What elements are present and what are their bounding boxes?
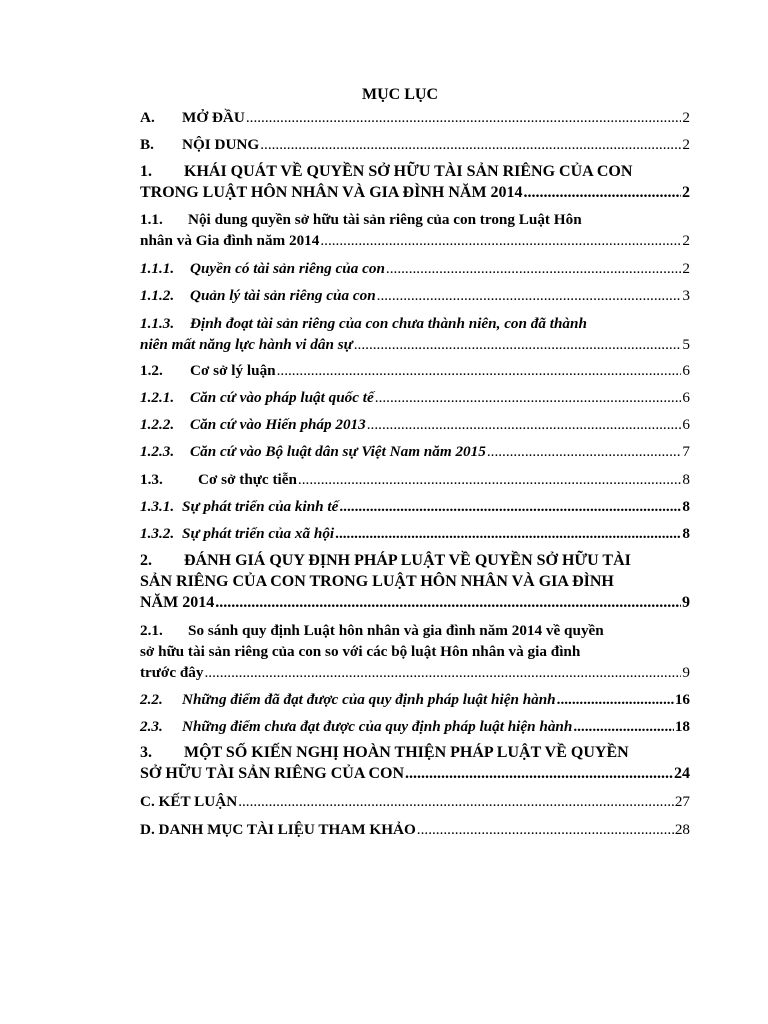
toc-entry-1-3-1[interactable] bbox=[140, 496, 690, 517]
toc-entry-text-line2: nhân và Gia đình năm 2014 bbox=[140, 232, 320, 249]
toc-entry-number: 1.2.3. bbox=[140, 443, 175, 460]
toc-entry-text: Quyền có tài sản riêng của con bbox=[190, 260, 385, 277]
toc-entry-text-line2: SẢN RIÊNG CỦA CON TRONG LUẬT HÔN NHÂN VÀ GIA ĐÌNH bbox=[140, 573, 614, 590]
toc-entry-1-1-3[interactable] bbox=[140, 313, 690, 355]
toc-leader-dots bbox=[405, 763, 673, 784]
toc-page-number: 2 bbox=[682, 260, 690, 277]
toc-entry-number: 1.1. bbox=[140, 211, 163, 228]
toc-title: MỤC LỤC bbox=[362, 86, 438, 103]
toc-entry-text-line3: trước đây bbox=[140, 664, 204, 681]
toc-entry-text: Cơ sở lý luận bbox=[190, 362, 276, 379]
toc-entry-text-line1: Nội dung quyền sở hữu tài sản riêng của con trong Luật Hôn bbox=[188, 211, 582, 228]
toc-page-number: 5 bbox=[682, 336, 690, 353]
toc-entry-text: Căn cứ vào pháp luật quốc tế bbox=[190, 389, 374, 406]
toc-leader-dots bbox=[320, 230, 681, 251]
toc-entry-text-line1: MỘT SỐ KIẾN NGHỊ HOÀN THIỆN PHÁP LUẬT VỀ QUYỀN bbox=[184, 744, 629, 761]
toc-leader-dots bbox=[367, 414, 682, 435]
toc-entry-text: Những điểm đã đạt được của quy định pháp luật hiện hành bbox=[182, 691, 556, 708]
toc-entry-number: 2.1. bbox=[140, 622, 163, 639]
toc-page-number: 2 bbox=[682, 109, 690, 126]
toc-entry-text-line1: Định đoạt tài sản riêng của con chưa thành niên, con đã thành bbox=[190, 315, 587, 332]
toc-page-number: 8 bbox=[682, 471, 690, 488]
toc-entry-text: Căn cứ vào Bộ luật dân sự Việt Nam năm 2015 bbox=[190, 443, 486, 460]
toc-entry-number: 1.3.2. bbox=[140, 525, 175, 542]
toc-entry-c[interactable] bbox=[140, 791, 690, 812]
toc-page-number: 8 bbox=[682, 525, 690, 542]
toc-leader-dots bbox=[215, 592, 681, 613]
toc-leader-dots bbox=[377, 285, 682, 306]
toc-leader-dots bbox=[573, 716, 673, 737]
toc-entry-number: A. bbox=[140, 109, 155, 126]
toc-page-number: 3 bbox=[682, 287, 690, 304]
toc-entry-1-3[interactable] bbox=[140, 469, 690, 490]
toc-entry-number: 3. bbox=[140, 744, 152, 761]
toc-leader-dots bbox=[375, 387, 682, 408]
toc-page-number: 6 bbox=[682, 416, 690, 433]
toc-entry-2[interactable] bbox=[140, 550, 690, 613]
toc-page-number: 2 bbox=[682, 136, 690, 153]
toc-entry-number: 1.3.1. bbox=[140, 498, 175, 515]
toc-entry-number: 1.1.1. bbox=[140, 260, 175, 277]
toc-page-number: 9 bbox=[682, 594, 690, 611]
toc-page-number: 18 bbox=[674, 718, 690, 735]
toc-entry-a[interactable] bbox=[140, 107, 690, 128]
toc-entry-text-line2: SỞ HỮU TÀI SẢN RIÊNG CỦA CON bbox=[140, 765, 405, 782]
toc-entry-1-1[interactable] bbox=[140, 209, 690, 251]
toc-entry-number: 1. bbox=[140, 163, 152, 180]
toc-entry-1[interactable] bbox=[140, 161, 690, 203]
toc-entry-2-3[interactable] bbox=[140, 716, 690, 737]
toc-leader-dots bbox=[205, 662, 682, 683]
toc-page-number: 6 bbox=[682, 389, 690, 406]
toc-entry-number: 1.2.2. bbox=[140, 416, 175, 433]
toc-leader-dots bbox=[260, 134, 681, 155]
toc-page-number: 2 bbox=[682, 232, 690, 249]
toc-entry-text-line2: TRONG LUẬT HÔN NHÂN VÀ GIA ĐÌNH NĂM 2014 bbox=[140, 184, 523, 201]
toc-page-number: 7 bbox=[682, 443, 690, 460]
toc-entry-text-line1: So sánh quy định Luật hôn nhân và gia đình năm 2014 về quyền bbox=[188, 622, 604, 639]
toc-entry-text-line2: niên mất năng lực hành vi dân sự bbox=[140, 336, 353, 353]
toc-entry-1-2[interactable] bbox=[140, 360, 690, 381]
toc-leader-dots bbox=[557, 689, 674, 710]
toc-entry-b[interactable] bbox=[140, 134, 690, 155]
toc-entry-number: 1.2. bbox=[140, 362, 163, 379]
toc-entry-number: 1.1.2. bbox=[140, 287, 175, 304]
toc-entry-text: Sự phát triển của xã hội bbox=[182, 525, 335, 542]
toc-entry-text: MỞ ĐẦU bbox=[182, 109, 245, 126]
toc-entry-text-line3: NĂM 2014 bbox=[140, 594, 215, 611]
toc-entry-text: NỘI DUNG bbox=[182, 136, 260, 153]
toc-page-number: 28 bbox=[674, 821, 690, 838]
toc-page-number: 9 bbox=[682, 664, 690, 681]
toc-entry-1-2-3[interactable] bbox=[140, 441, 690, 462]
toc-entry-text-line1: KHÁI QUÁT VỀ QUYỀN SỞ HỮU TÀI SẢN RIÊNG CỦA CON bbox=[184, 163, 633, 180]
toc-leader-dots bbox=[238, 791, 674, 812]
toc-leader-dots bbox=[354, 334, 682, 355]
toc-entry-text: Căn cứ vào Hiến pháp 2013 bbox=[190, 416, 366, 433]
toc-leader-dots bbox=[339, 496, 681, 517]
toc-entry-1-1-1[interactable] bbox=[140, 258, 690, 279]
toc-entry-text: C. KẾT LUẬN bbox=[140, 793, 238, 810]
toc-entry-number: 1.3. bbox=[140, 471, 163, 488]
toc-entry-number: 1.2.1. bbox=[140, 389, 175, 406]
toc-entry-1-2-1[interactable] bbox=[140, 387, 690, 408]
toc-entry-text: D. DANH MỤC TÀI LIỆU THAM KHẢO bbox=[140, 821, 416, 838]
toc-entry-2-1[interactable] bbox=[140, 620, 690, 683]
toc-page-number: 27 bbox=[674, 793, 690, 810]
toc-entry-text: Sự phát triển của kinh tế bbox=[182, 498, 339, 515]
toc-entry-1-1-2[interactable] bbox=[140, 285, 690, 306]
toc-page-number: 2 bbox=[682, 184, 690, 201]
toc-entry-1-2-2[interactable] bbox=[140, 414, 690, 435]
toc-leader-dots bbox=[277, 360, 682, 381]
toc-entry-number: 2.2. bbox=[140, 691, 163, 708]
toc-entry-3[interactable] bbox=[140, 742, 690, 784]
toc-entry-2-2[interactable] bbox=[140, 689, 690, 710]
toc-page-number: 8 bbox=[682, 498, 690, 515]
toc-page-number: 24 bbox=[674, 765, 690, 782]
toc-leader-dots bbox=[335, 523, 681, 544]
toc-leader-dots bbox=[417, 819, 674, 840]
toc-leader-dots bbox=[524, 182, 681, 203]
toc-entry-text: Cơ sở thực tiễn bbox=[198, 471, 297, 488]
toc-entry-d[interactable] bbox=[140, 819, 690, 840]
toc-entry-1-3-2[interactable] bbox=[140, 523, 690, 544]
toc-leader-dots bbox=[246, 107, 682, 128]
toc-page-number: 6 bbox=[682, 362, 690, 379]
toc-entry-number: 1.1.3. bbox=[140, 315, 175, 332]
toc-entry-text: Những điểm chưa đạt được của quy định pháp luật hiện hành bbox=[182, 718, 573, 735]
toc-leader-dots bbox=[298, 469, 681, 490]
toc-entry-number: B. bbox=[140, 136, 154, 153]
toc-leader-dots bbox=[487, 441, 682, 462]
toc-entry-text: Quản lý tài sản riêng của con bbox=[190, 287, 376, 304]
toc-leader-dots bbox=[386, 258, 681, 279]
toc-entry-number: 2.3. bbox=[140, 718, 163, 735]
toc-entry-number: 2. bbox=[140, 552, 152, 569]
toc-entry-text-line1: ĐÁNH GIÁ QUY ĐỊNH PHÁP LUẬT VỀ QUYỀN SỞ HỮU TÀI bbox=[184, 552, 631, 569]
toc-page-number: 16 bbox=[674, 691, 690, 708]
toc-entry-text-line2: sở hữu tài sản riêng của con so với các bộ luật Hôn nhân và gia đình bbox=[140, 643, 581, 660]
